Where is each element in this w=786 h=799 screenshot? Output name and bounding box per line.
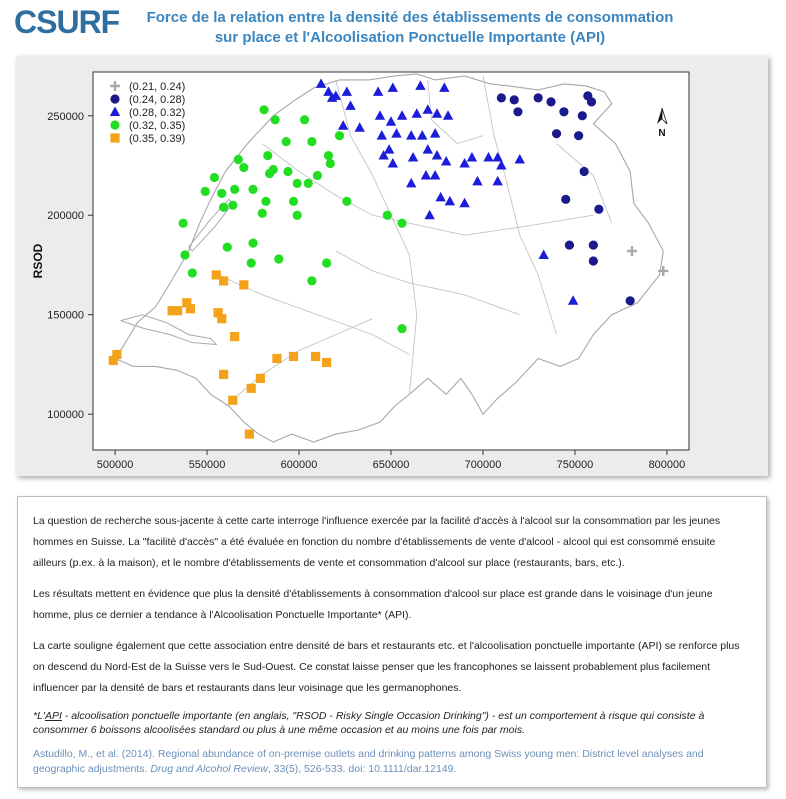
x-tick-label: 650000 (372, 459, 410, 471)
data-point-series-4 (219, 203, 228, 212)
footnote-definition: - alcoolisation ponctuelle importante (en anglais, "RSOD - Risky Single Occasion Drinking") - est un comportement à risque qui consiste à consommer 6 boissons alcoolisées standard ou plus à une même occasion et au moins une fois par mois. (33, 710, 705, 736)
x-tick-label: 600000 (280, 459, 318, 471)
data-point-series-4 (300, 115, 309, 124)
description-box (17, 496, 767, 788)
y-tick-label: 250000 (47, 110, 84, 123)
data-point-series-4 (383, 211, 392, 220)
data-point-series-4 (342, 197, 351, 206)
data-point-series-4 (326, 159, 335, 168)
footnote-prefix: *L' (33, 710, 45, 722)
data-point-series-4 (322, 258, 331, 267)
legend-label-3: (0.28, 0.32) (129, 107, 186, 119)
data-point-series-4 (313, 171, 322, 180)
data-point-series-2 (587, 97, 596, 106)
data-point-series-2 (546, 97, 555, 106)
legend-marker-5 (110, 133, 119, 142)
data-point-series-2 (589, 256, 598, 265)
data-point-series-5 (228, 396, 237, 405)
data-point-series-4 (228, 201, 237, 210)
footnote-api-term: API (44, 710, 62, 722)
legend-label-1: (0.21, 0.24) (129, 81, 186, 93)
paragraph-results: Les résultats mettent en évidence que plus la densité d'établissements à consommation d'alcool sur place est grande dans le voisinage d'un jeune homme, plus ce dernier a tendance à l'Alcoolisation Ponctuelle Importante* (API). (33, 588, 713, 621)
data-point-series-5 (219, 276, 228, 285)
data-point-series-2 (589, 240, 598, 249)
data-point-series-4 (239, 163, 248, 172)
legend-marker-2 (110, 94, 119, 103)
x-tick-label: 550000 (188, 459, 226, 471)
data-point-series-5 (239, 280, 248, 289)
data-point-series-2 (626, 296, 635, 305)
data-point-series-4 (283, 167, 292, 176)
data-point-series-4 (397, 324, 406, 333)
data-point-series-4 (274, 254, 283, 263)
data-point-series-4 (230, 185, 239, 194)
title-line-1: Force de la relation entre la densité des établissements de consommation (146, 9, 674, 26)
data-point-series-2 (574, 131, 583, 140)
data-point-series-4 (271, 115, 280, 124)
data-point-series-5 (256, 374, 265, 383)
x-tick-label: 800000 (648, 459, 686, 471)
data-point-series-4 (293, 211, 302, 220)
data-point-series-4 (248, 238, 257, 247)
data-point-series-5 (109, 356, 118, 365)
data-point-series-5 (173, 306, 182, 315)
data-point-series-4 (234, 155, 243, 164)
data-point-series-2 (565, 240, 574, 249)
reference-citation[interactable] (33, 747, 751, 777)
y-tick-label: 200000 (47, 210, 84, 223)
data-point-series-4 (180, 250, 189, 259)
data-point-series-4 (201, 187, 210, 196)
data-point-series-5 (289, 352, 298, 361)
reference-details: , 33(5), 526-533. doi: 10.1111/dar.12149. (267, 763, 457, 775)
paragraph-research-question: La question de recherche sous-jacente à cette carte interroge l'influence exercée par la facilité d'accès à l'alcool sur la consommation par les jeunes hommes en Suisse. La "facilité d'accès" a été évaluée en fonction du nombre d'établissements de vente d'alcool - alcool qui est consommé ensuite ailleurs (p.ex. à la maison), et le nombre d'établissements de vente et consommation d'alcool sur place (restaurants, bars, etc.). (33, 515, 721, 569)
data-point-series-4 (397, 219, 406, 228)
data-point-series-5 (272, 354, 281, 363)
data-point-series-4 (259, 105, 268, 114)
data-point-series-4 (258, 209, 267, 218)
data-point-series-4 (282, 137, 291, 146)
y-tick-label: 100000 (47, 409, 84, 422)
data-point-series-2 (497, 93, 506, 102)
data-point-series-4 (335, 131, 344, 140)
reference-journal: Drug and Alcohol Review (150, 763, 268, 775)
data-point-series-4 (179, 219, 188, 228)
legend-label-4: (0.32, 0.35) (129, 120, 186, 132)
data-point-series-4 (307, 137, 316, 146)
data-point-series-4 (223, 242, 232, 251)
title-line-2: sur place et l'Alcoolisation Ponctuelle Importante (API) (214, 29, 606, 46)
legend-label-5: (0.35, 0.39) (129, 133, 186, 145)
data-point-series-4 (324, 151, 333, 160)
data-point-series-5 (311, 352, 320, 361)
data-point-series-5 (245, 429, 254, 438)
data-point-series-4 (289, 197, 298, 206)
data-point-series-2 (559, 107, 568, 116)
x-tick-label: 500000 (96, 459, 134, 471)
data-point-series-4 (217, 189, 226, 198)
y-tick-label: 150000 (47, 309, 84, 322)
north-arrow-label: N (658, 128, 666, 139)
legend-label-2: (0.24, 0.28) (129, 94, 186, 106)
reference-authors: Astudillo, M., et al. (2014). Regional abundance of on-premise outlets and drinking patterns among Swiss young men: District level analyses and geographic adjustments. (33, 748, 704, 775)
paragraph-regional-association: La carte souligne également que cette association entre densité de bars et restaurants etc. et l'alcoolisation ponctuelle importante (API) se renforce plus on descend du Nord-Est de la Suisse vers le Sud-Ouest. Ce constat laisse penser que les francophones se laissent probablement plus facilement influencer par la densité de bars et restaurants dans leur voisinage que les germanophones. (33, 640, 740, 694)
data-point-series-4 (248, 185, 257, 194)
data-point-series-5 (322, 358, 331, 367)
data-point-series-5 (219, 370, 228, 379)
data-point-series-5 (186, 304, 195, 313)
data-point-series-2 (513, 107, 522, 116)
data-point-series-4 (210, 173, 219, 182)
data-point-series-4 (269, 165, 278, 174)
data-point-series-5 (247, 384, 256, 393)
data-point-series-4 (188, 268, 197, 277)
data-point-series-2 (510, 95, 519, 104)
x-tick-label: 750000 (556, 459, 594, 471)
data-point-series-2 (534, 93, 543, 102)
data-point-series-4 (307, 276, 316, 285)
footnote-api (33, 709, 751, 737)
data-point-series-2 (580, 167, 589, 176)
data-point-series-4 (247, 258, 256, 267)
data-point-series-2 (552, 129, 561, 138)
data-point-series-4 (293, 179, 302, 188)
data-point-series-2 (578, 111, 587, 120)
x-tick-label: 700000 (464, 459, 502, 471)
data-point-series-5 (217, 314, 226, 323)
page-title (140, 8, 680, 48)
data-point-series-2 (561, 195, 570, 204)
legend-marker-4 (110, 120, 119, 129)
data-point-series-2 (594, 205, 603, 214)
data-point-series-4 (304, 179, 313, 188)
y-axis-label: RSOD (31, 243, 45, 279)
csurf-logo: CSURF (14, 4, 120, 40)
data-point-series-4 (261, 197, 270, 206)
chart-frame (16, 56, 768, 476)
data-point-series-4 (263, 151, 272, 160)
data-point-series-5 (230, 332, 239, 341)
scatter-map-chart (16, 56, 768, 476)
